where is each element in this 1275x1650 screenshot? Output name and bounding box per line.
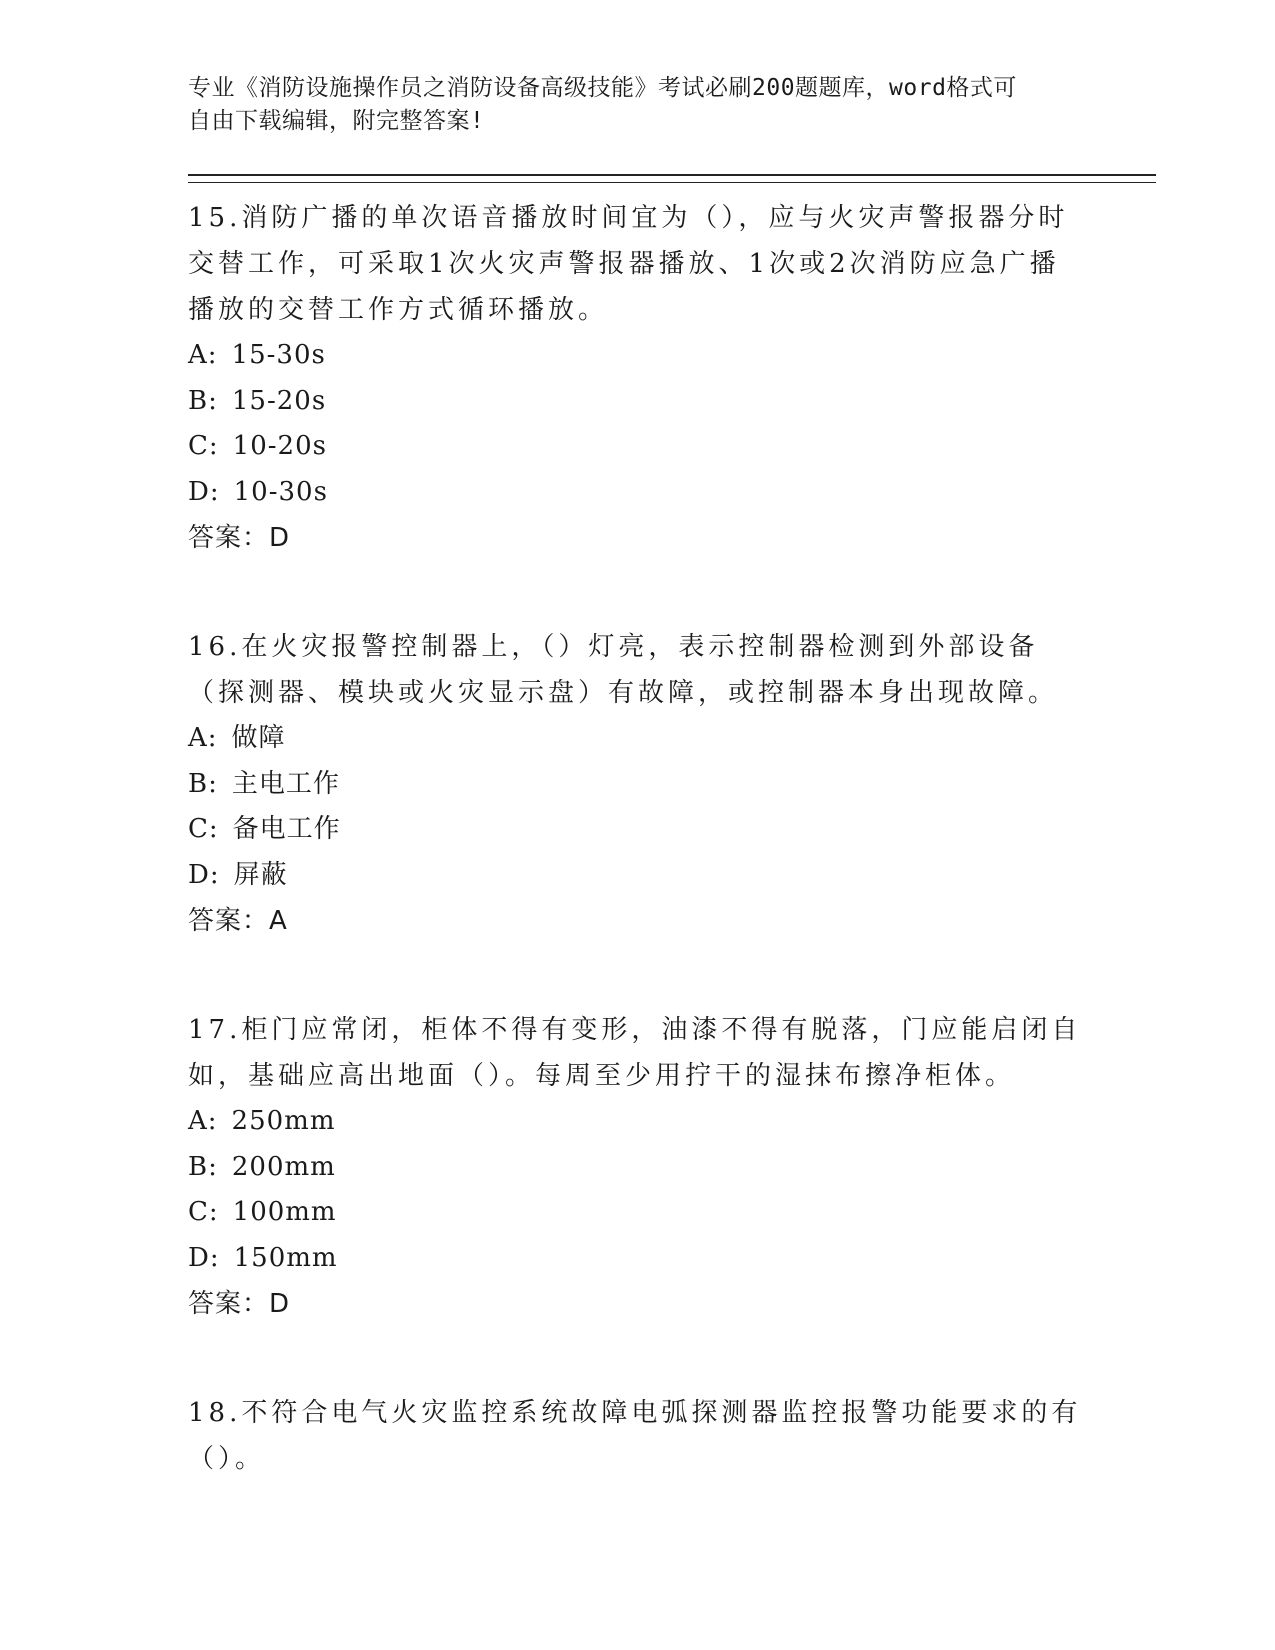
option-a: A: 15-30s bbox=[188, 340, 326, 370]
question-spacer bbox=[188, 561, 1148, 624]
question-stem: 17.柜门应常闭，柜体不得有变形，油漆不得有脱落，门应能启闭自如，基础应高出地面（）。每周至少用拧干的湿抹布擦净柜体。 bbox=[188, 1015, 1082, 1091]
header-divider bbox=[188, 174, 1156, 183]
question-15 bbox=[188, 195, 1148, 561]
question-stem: 15.消防广播的单次语音播放时间宜为（），应与火灾声警报器分时交替工作，可采取1次火灾声警报器播放、1次或2次消防应急广播播放的交替工作方式循环播放。 bbox=[188, 203, 1069, 325]
header-line-1: 专业《消防设施操作员之消防设备高级技能》考试必刷200题题库，word格式可 bbox=[188, 75, 1017, 101]
question-18 bbox=[188, 1390, 1148, 1482]
header-line-2: 自由下载编辑，附完整答案! bbox=[188, 108, 485, 134]
answer-line: 答案：A bbox=[188, 906, 288, 936]
option-c: C: 100mm bbox=[188, 1197, 337, 1227]
option-d: D: 150mm bbox=[188, 1242, 338, 1273]
option-c: C: 10-20s bbox=[188, 431, 327, 461]
option-d: D: 屏蔽 bbox=[188, 859, 288, 890]
option-b: B: 200mm bbox=[188, 1151, 336, 1182]
option-a: A: 做障 bbox=[188, 723, 286, 753]
question-spacer bbox=[188, 944, 1148, 1007]
option-b: B: 主电工作 bbox=[188, 768, 340, 799]
question-16 bbox=[188, 624, 1148, 944]
document-header bbox=[188, 72, 1068, 138]
question-17 bbox=[188, 1007, 1148, 1327]
question-stem: 16.在火灾报警控制器上，（）灯亮，表示控制器检测到外部设备（探测器、模块或火灾显示盘）有故障，或控制器本身出现故障。 bbox=[188, 632, 1059, 708]
document-page bbox=[188, 72, 1148, 1482]
question-stem: 18.不符合电气火灾监控系统故障电弧探测器监控报警功能要求的有（）。 bbox=[188, 1398, 1082, 1474]
option-b: B: 15-20s bbox=[188, 385, 327, 416]
option-c: C: 备电工作 bbox=[188, 814, 341, 844]
question-spacer bbox=[188, 1327, 1148, 1390]
answer-line: 答案：D bbox=[188, 523, 291, 553]
option-a: A: 250mm bbox=[188, 1106, 336, 1136]
answer-line: 答案：D bbox=[188, 1289, 291, 1319]
option-d: D: 10-30s bbox=[188, 476, 328, 507]
